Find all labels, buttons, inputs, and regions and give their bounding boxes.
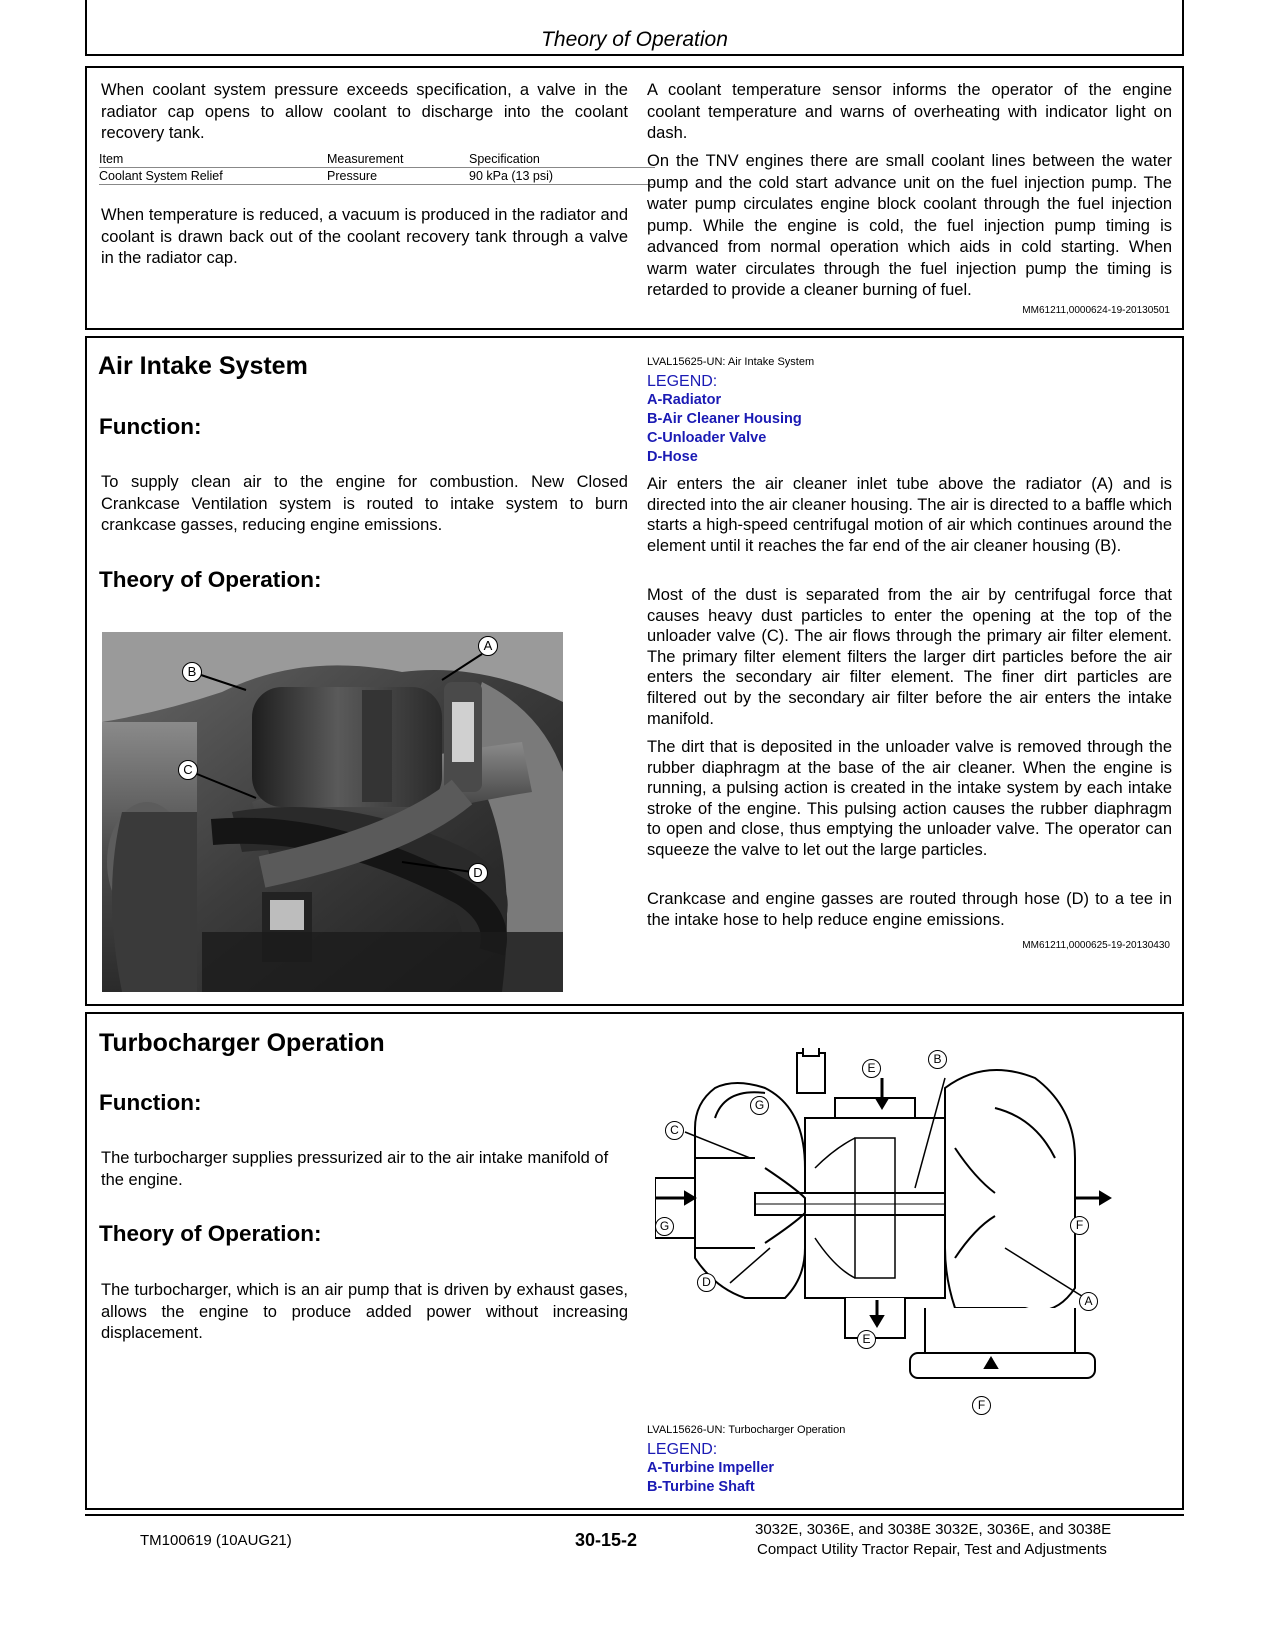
legend-item: A-Turbine Impeller <box>647 1460 775 1476</box>
legend-item: C-Unloader Valve <box>647 430 767 446</box>
spec-cell: Pressure <box>327 168 469 185</box>
function-heading: Function: <box>99 1090 202 1115</box>
coolant-section <box>85 66 1184 330</box>
page-header-title: Theory of Operation <box>541 28 728 51</box>
intake-paragraph-1: Air enters the air cleaner inlet tube above the radiator (A) and is directed into the air cleaner housing. The air is directed to a baffle which starts a high-speed centrifugal motion of air which continues around the element until it reaches the far end of the air cleaner housing (B). <box>647 475 1172 555</box>
spec-header-measurement: Measurement <box>327 151 469 168</box>
callout-a: A <box>478 636 498 656</box>
table-row <box>99 168 655 185</box>
spec-cell: Coolant System Relief <box>99 168 327 185</box>
callout-g: G <box>750 1096 769 1115</box>
function-text: To supply clean air to the engine for combustion. New Closed Crankcase Ventilation system is routed to intake system to burn crankcase gasses, reducing engine emissions. <box>101 473 628 534</box>
reference-code: MM61211,0000624-19-20130501 <box>1022 305 1170 316</box>
relief-paragraph: When coolant system pressure exceeds specification, a valve in the radiator cap opens to allow coolant to discharge into the coolant recovery tank. <box>101 81 628 142</box>
theory-heading: Theory of Operation: <box>99 1221 322 1246</box>
callout-b: B <box>928 1050 947 1069</box>
image-caption: LVAL15626-UN: Turbocharger Operation <box>647 1424 846 1436</box>
spec-cell: 90 kPa (13 psi) <box>469 168 655 185</box>
footer-title-line-1: 3032E, 3036E, and 3038E 3032E, 3036E, and 3038E <box>755 1521 1112 1538</box>
reference-code: MM61211,0000625-19-20130430 <box>1022 940 1170 951</box>
footer-title-line-2: Compact Utility Tractor Repair, Test and Adjustments <box>757 1541 1107 1558</box>
legend-item: A-Radiator <box>647 392 722 408</box>
function-text: The turbocharger supplies pressurized air to the air intake manifold of the engine. <box>101 1149 609 1189</box>
footer-rule <box>85 1514 1184 1516</box>
turbocharger-diagram <box>655 1048 1115 1423</box>
callout-c: C <box>665 1121 684 1140</box>
legend-item: B-Air Cleaner Housing <box>647 411 802 427</box>
tnv-paragraph: On the TNV engines there are small coolant lines between the water pump and the cold start advance unit on the fuel injection pump. The water pump circulates engine block coolant through the fuel injection pump. While the engine is cold, the fuel injection pump timing is advanced from normal operation which aids in cold starting. When warm water circulates through the fuel injection pump the timing is retarded to provide a cleaner burning of fuel. <box>647 152 1172 299</box>
page-number: 30-15-2 <box>575 1530 638 1550</box>
footer-doc-id: TM100619 (10AUG21) <box>140 1532 292 1549</box>
theory-text: The turbocharger, which is an air pump that is driven by exhaust gases, allows the engine to produce added power without increasing displacement. <box>101 1281 628 1342</box>
legend <box>647 1440 774 1497</box>
legend-item: B-Turbine Shaft <box>647 1479 755 1495</box>
theory-heading: Theory of Operation: <box>99 567 322 592</box>
callout-f: F <box>1070 1216 1089 1235</box>
function-heading: Function: <box>99 414 202 439</box>
section-title: Air Intake System <box>98 352 308 380</box>
intake-paragraph-4: Crankcase and engine gasses are routed through hose (D) to a tee in the intake hose to help reduce engine emissions. <box>647 890 1172 929</box>
spec-table <box>99 151 655 185</box>
spec-header-specification: Specification <box>469 151 655 168</box>
air-intake-photo <box>102 632 563 992</box>
header-box <box>85 0 1184 56</box>
callout-e: E <box>857 1330 876 1349</box>
spec-header-item: Item <box>99 151 327 168</box>
turbocharger-section <box>85 1012 1184 1510</box>
sensor-paragraph: A coolant temperature sensor informs the operator of the engine coolant temperature and warns of overheating with indicator light on dash. <box>647 81 1172 142</box>
legend-title: LEGEND: <box>647 1441 718 1458</box>
vacuum-paragraph: When temperature is reduced, a vacuum is produced in the radiator and coolant is drawn back out of the coolant recovery tank through a valve in the radiator cap. <box>101 206 628 267</box>
callout-e: E <box>862 1059 881 1078</box>
legend <box>647 372 802 467</box>
callout-f: F <box>972 1396 991 1415</box>
callout-g: G <box>655 1217 674 1236</box>
image-caption: LVAL15625-UN: Air Intake System <box>647 356 815 368</box>
legend-title: LEGEND: <box>647 373 718 390</box>
callout-b: B <box>182 662 202 682</box>
callout-d: D <box>697 1273 716 1292</box>
intake-paragraph-3: The dirt that is deposited in the unloader valve is removed through the rubber diaphragm at the base of the air cleaner. When the engine is running, a pulsing action is created in the intake system by each intake stroke of the engine. This pulsing action causes the rubber diaphragm to open and close, thus emptying the unloader valve. The operator can squeeze the valve to let out the large particles. <box>647 738 1172 859</box>
air-intake-section <box>85 336 1184 1006</box>
callout-a: A <box>1079 1292 1098 1311</box>
spec-table-header <box>99 151 655 168</box>
callout-d: D <box>468 863 488 883</box>
intake-paragraph-2: Most of the dust is separated from the air by centrifugal force that causes heavy dust particles to enter the opening at the top of the unloader valve (C). The air flows through the primary air filter element. The primary filter element filters the larger dirt particles before the air enters the secondary air filter element. The finer dirt particles are filtered out by the secondary air filter before the air enters the intake manifold. <box>647 586 1172 728</box>
callout-c: C <box>178 760 198 780</box>
section-title: Turbocharger Operation <box>99 1029 385 1057</box>
legend-item: D-Hose <box>647 449 698 465</box>
